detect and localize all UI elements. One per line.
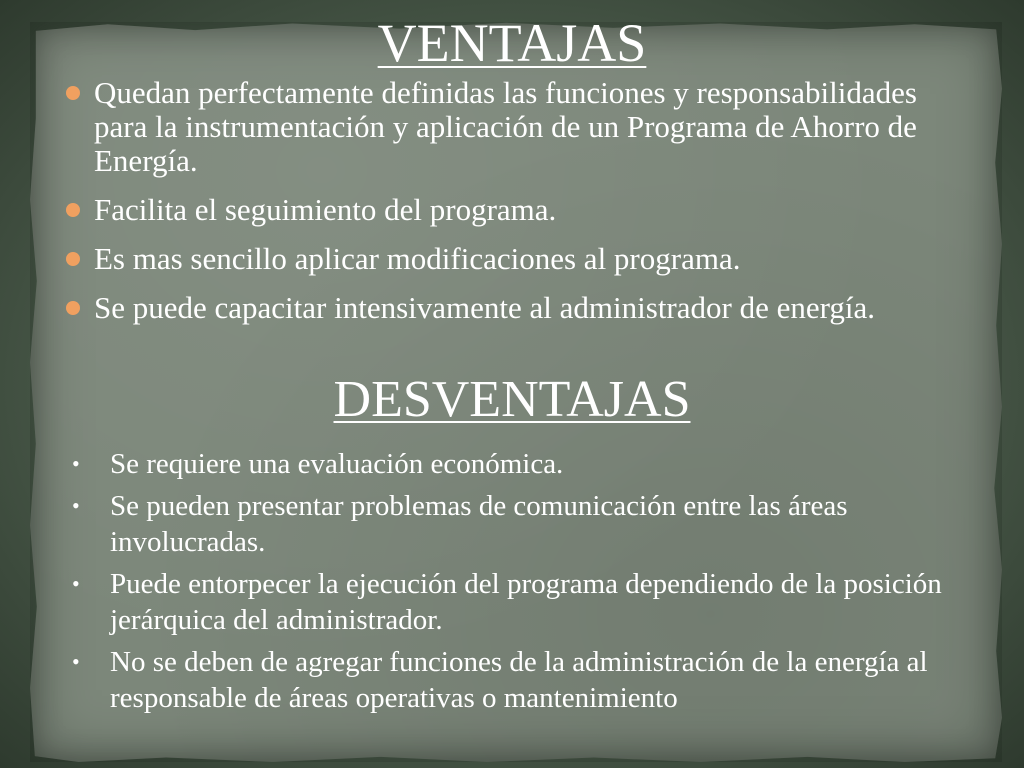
list-item-text: Se requiere una evaluación económica. — [110, 448, 564, 480]
bullet-dot-icon: • — [72, 571, 80, 596]
orange-dot-bullet-icon — [66, 252, 80, 266]
list-item — [72, 488, 980, 560]
bullet-dot-icon: • — [72, 649, 80, 674]
list-item-text: Quedan perfectamente definidas las funciones y responsabilidades para la instrumentación y aplicación de un Programa de Ahorro de Energía. — [94, 75, 917, 178]
orange-dot-bullet-icon — [66, 86, 80, 100]
list-item-text: Es mas sencillo aplicar modificaciones al programa. — [94, 241, 741, 276]
ventajas-title: VENTAJAS — [377, 13, 647, 73]
list-item-text: No se deben de agregar funciones de la administración de la energía al responsable de áreas operativas o mantenimiento — [110, 646, 928, 714]
list-item — [72, 644, 980, 716]
list-item-text: Se pueden presentar problemas de comunicación entre las áreas involucradas. — [110, 490, 848, 558]
list-item — [94, 291, 974, 325]
list-item — [94, 193, 974, 227]
desventajas-list — [72, 446, 980, 722]
ventajas-list — [94, 76, 974, 340]
desventajas-title: DESVENTAJAS — [333, 371, 691, 428]
orange-dot-bullet-icon — [66, 301, 80, 315]
list-item-text: Puede entorpecer la ejecución del programa dependiendo de la posición jerárquica del administrador. — [110, 568, 942, 636]
orange-dot-bullet-icon — [66, 203, 80, 217]
list-item — [72, 446, 980, 482]
list-item-text: Facilita el seguimiento del programa. — [94, 192, 557, 227]
bullet-dot-icon: • — [72, 493, 80, 518]
list-item — [72, 566, 980, 638]
list-item-text: Se puede capacitar intensivamente al administrador de energía. — [94, 290, 875, 325]
bullet-dot-icon: • — [72, 451, 80, 476]
list-item — [94, 242, 974, 276]
list-item — [94, 76, 974, 178]
